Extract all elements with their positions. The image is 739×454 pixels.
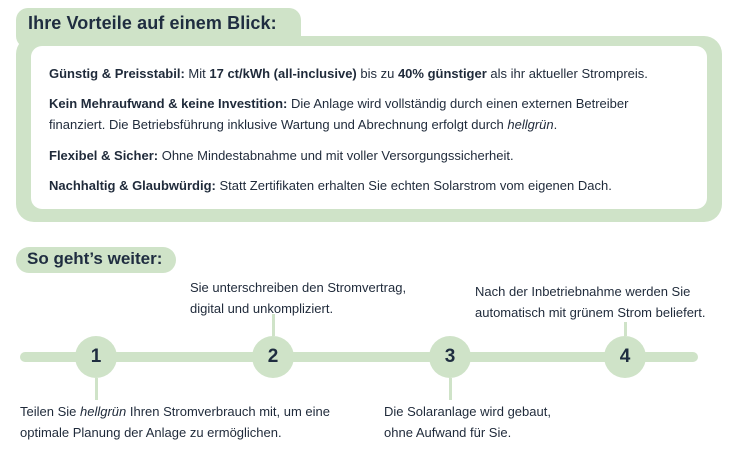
- step-3-line-2: ohne Aufwand für Sie.: [384, 425, 512, 440]
- benefit-no-effort: [49, 93, 709, 135]
- benefit-price-value: 17 ct/kWh (all-inclusive): [209, 66, 357, 81]
- benefit-sustainable-text: Statt Zertifikaten erhalten Sie echten Solarstrom vom eigenen Dach.: [215, 178, 612, 193]
- step-4-line-1: Nach der Inbetriebnahme werden Sie: [475, 284, 691, 299]
- step-3-badge: 3: [429, 336, 471, 378]
- benefit-price-text-c: als ihr aktueller Strompreis.: [486, 66, 648, 81]
- step-1-brand: hellgrün: [79, 404, 127, 419]
- step-4-badge: 4: [604, 336, 646, 378]
- benefit-sustainable: [49, 175, 709, 196]
- step-2-line-1: Sie unterschreiben den Stromvertrag,: [190, 280, 407, 295]
- step-4-connector: [624, 322, 627, 336]
- steps-title: So geht’s weiter:: [27, 249, 163, 268]
- benefit-price-discount: 40% günstiger: [397, 66, 487, 81]
- step-3-description: [384, 401, 604, 443]
- step-1-connector: [95, 378, 98, 400]
- benefit-sustainable-label: Nachhaltig & Glaubwürdig:: [49, 178, 216, 193]
- step-1-line-2: optimale Planung der Anlage zu ermöglichen.: [20, 425, 282, 440]
- benefit-price-text-a: Mit: [184, 66, 210, 81]
- step-2-description: [190, 277, 450, 319]
- step-1-badge: 1: [75, 336, 117, 378]
- step-1-text-a: Teilen Sie: [20, 404, 80, 419]
- benefit-flexible-text: Ohne Mindestabnahme und mit voller Versorgungssicherheit.: [158, 148, 514, 163]
- step-2-badge: 2: [252, 336, 294, 378]
- step-4-description: [475, 281, 735, 323]
- step-2-line-2: digital und unkompliziert.: [190, 301, 334, 316]
- benefit-flexible-label: Flexibel & Sicher:: [49, 148, 159, 163]
- step-3-line-1: Die Solaranlage wird gebaut,: [384, 404, 551, 419]
- benefit-no-effort-text-b: finanziert. Die Betriebsführung inklusive Wartung und Abrechnung erfolgt durch: [49, 117, 508, 132]
- benefits-title: Ihre Vorteile auf einem Blick:: [28, 13, 277, 33]
- benefit-no-effort-text-c: .: [553, 117, 558, 132]
- benefit-price-text-b: bis zu: [356, 66, 398, 81]
- brand-name: hellgrün: [507, 117, 554, 132]
- benefit-price-label: Günstig & Preisstabil:: [49, 66, 185, 81]
- step-4-line-2: automatisch mit grünem Strom beliefert.: [475, 305, 706, 320]
- step-3-connector: [449, 378, 452, 400]
- benefit-price: [49, 63, 709, 84]
- timeline-line: [20, 352, 698, 362]
- benefit-no-effort-label: Kein Mehraufwand & keine Investition:: [49, 96, 288, 111]
- step-1-text-b: Ihren Stromverbrauch mit, um eine: [126, 404, 330, 419]
- benefit-flexible: [49, 145, 709, 166]
- step-1-description: [20, 401, 380, 443]
- benefit-no-effort-text-a: Die Anlage wird vollständig durch einen externen Betreiber: [287, 96, 629, 111]
